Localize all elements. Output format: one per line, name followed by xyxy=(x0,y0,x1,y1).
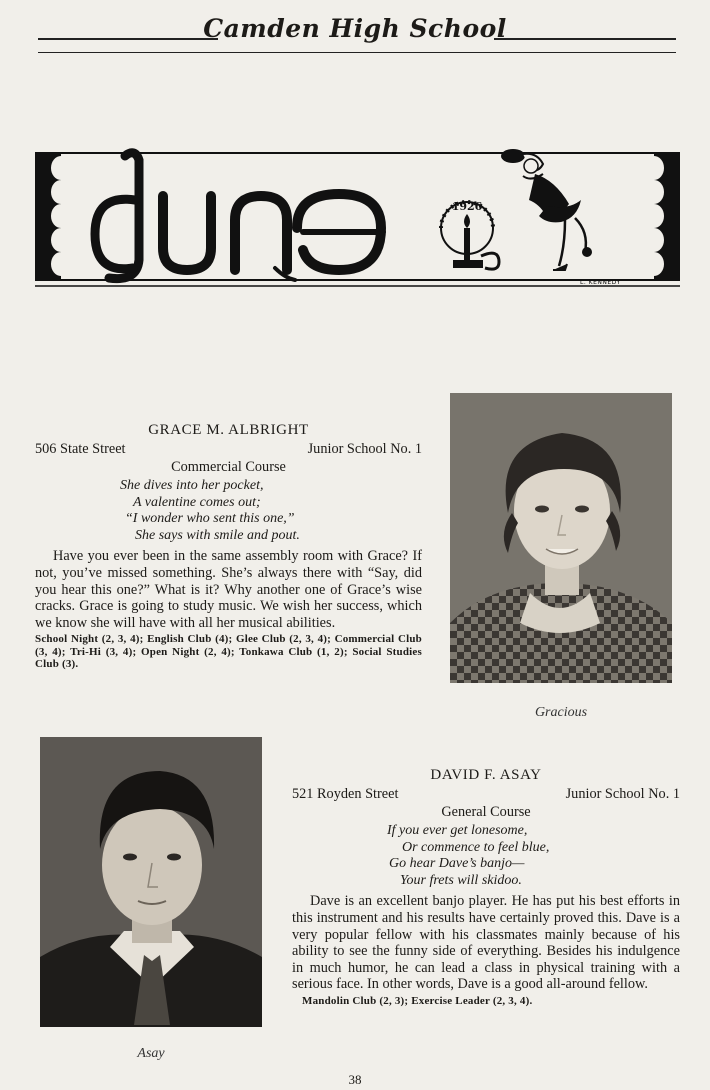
student-address: 521 Royden Street xyxy=(292,786,399,802)
student-description: Have you ever been in the same assembly room with Grace? If not, you’ve missed something. She’s always there with “Say, did you hear this one?” What is it? Why another one of Grace’s wise cracks. Grace is going to study music. We wish her success, which we know she will have with all her musical abilities. xyxy=(35,548,422,631)
student-course: General Course xyxy=(441,804,531,820)
banner-year: 1926 xyxy=(451,200,483,213)
portrait-photo-albright xyxy=(450,393,672,683)
student-name: DAVID F. ASAY xyxy=(430,767,542,783)
june-banner xyxy=(35,148,680,288)
student-entry-asay xyxy=(292,767,680,1007)
poem-line: Your frets will skidoo. xyxy=(400,872,522,888)
clock-candle-icon xyxy=(441,200,499,269)
poem-line: “I wonder who sent this one,” xyxy=(125,511,295,527)
june-banner-illustration xyxy=(35,148,680,288)
student-activities: Mandolin Club (2, 3); Exercise Leader (2, 3, 4). xyxy=(302,994,533,1007)
photo-caption-albright: Gracious xyxy=(534,705,588,720)
student-description: Dave is an excellent banjo player. He has put his best efforts in this instrument and his results have certainly proved this. Dave is a very popular fellow with his classmates mainly because of his ability to see the funny side of everything. Besides his indulgence in much humor, he can lead a class in physical training with a serious face. In other words, Dave is a good all-around fellow. xyxy=(292,893,680,993)
portrait-image xyxy=(40,737,262,1027)
portrait-photo-asay xyxy=(40,737,262,1027)
dancing-girl-icon xyxy=(501,149,592,270)
student-activities: School Night (2, 3, 4); English Club (4); Glee Club (2, 3, 4); Commercial Club (3, 4); Tri-Hi (3, 4); Open Night (2, 4); Tonkawa Club (1, 2); Social Studies Club (3). xyxy=(35,633,422,671)
poem-line: A valentine comes out; xyxy=(133,494,261,510)
poem-line: Go hear Dave’s banjo— xyxy=(389,856,525,872)
poem-line: She says with smile and pout. xyxy=(135,527,300,543)
poem-line: If you ever get lonesome, xyxy=(387,823,528,838)
student-name: GRACE M. ALBRIGHT xyxy=(148,422,309,438)
student-poem xyxy=(292,823,680,889)
page-header-title: Camden High School xyxy=(203,14,507,43)
poem-line: Or commence to feel blue, xyxy=(402,839,550,855)
portrait-image xyxy=(450,393,672,683)
student-course: Commercial Course xyxy=(171,459,286,475)
banner-artist-signature: L. KENNEDY xyxy=(580,279,621,286)
student-previous-school: Junior School No. 1 xyxy=(307,441,422,457)
photo-caption-asay: Asay xyxy=(137,1046,165,1061)
june-lettering xyxy=(95,153,383,280)
student-entry-albright xyxy=(35,422,422,671)
student-poem xyxy=(35,478,422,544)
page-number: 38 xyxy=(348,1072,362,1087)
poem-line: She dives into her pocket, xyxy=(120,478,264,493)
student-previous-school: Junior School No. 1 xyxy=(565,786,680,802)
header-rule-bottom xyxy=(38,52,676,53)
student-address: 506 State Street xyxy=(35,441,126,457)
